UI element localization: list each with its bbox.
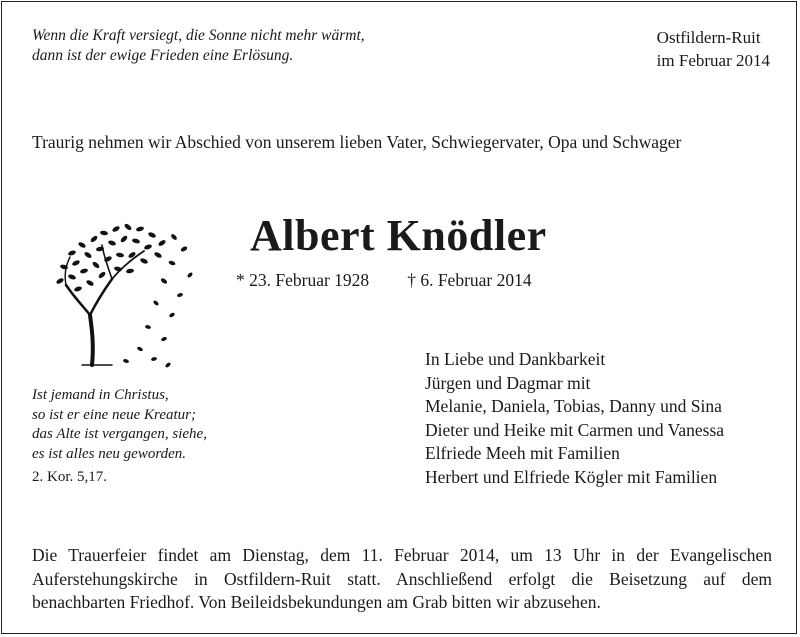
verse-line: das Alte ist vergangen, siehe, xyxy=(32,426,207,442)
deceased-name: Albert Knödler xyxy=(250,211,547,260)
top-quote xyxy=(32,26,365,66)
verse-line: es ist alles neu geworden. xyxy=(32,445,187,462)
funeral-line: Auferstehungskirche in Ostfildern-Ruit statt. Anschließend erfolgt die Beisetzung auf dem xyxy=(32,568,772,589)
place-date xyxy=(657,26,770,72)
verse-line: Ist jemand in Christus, xyxy=(32,387,169,403)
mourner-line: Herbert und Elfriede Kögler mit Familien xyxy=(425,466,718,487)
mourners-list xyxy=(425,348,724,489)
bible-verse xyxy=(32,386,207,464)
verse-line: so ist er eine neue Kreatur; xyxy=(32,406,196,423)
death-date: † 6. Februar 2014 xyxy=(407,270,532,290)
mourner-line: Elfriede Meeh mit Familien xyxy=(425,443,620,463)
funeral-line: Die Trauerfeier findet am Dienstag, dem 11. Februar 2014, um 13 Uhr in der Evangelischen xyxy=(32,545,772,565)
date: im Februar 2014 xyxy=(656,51,770,70)
top-quote-line-1: Wenn die Kraft versiegt, die Sonne nicht mehr wärmt, xyxy=(32,27,365,44)
mourner-line: Melanie, Daniela, Tobias, Danny und Sina xyxy=(425,396,722,416)
mourner-line: Dieter und Heike mit Carmen und Vanessa xyxy=(425,419,725,440)
tree-with-falling-leaves-icon xyxy=(52,215,202,375)
mourner-line: Jürgen und Dagmar mit xyxy=(425,372,591,393)
birth-date: * 23. Februar 1928 xyxy=(236,270,370,290)
mourner-line: In Liebe und Dankbarkeit xyxy=(425,349,606,369)
funeral-info xyxy=(32,544,772,615)
funeral-line: benachbarten Friedhof. Von Beileidsbekundungen am Grab bitten wir abzusehen. xyxy=(32,592,601,612)
intro-text: Traurig nehmen wir Abschied von unserem lieben Vater, Schwiegervater, Opa und Schwager xyxy=(32,132,682,152)
verse-reference: 2. Kor. 5,17. xyxy=(32,469,107,485)
top-quote-line-2: dann ist der ewige Frieden eine Erlösung. xyxy=(32,47,294,64)
place: Ostfildern-Ruit xyxy=(656,28,761,47)
life-dates xyxy=(236,268,532,292)
